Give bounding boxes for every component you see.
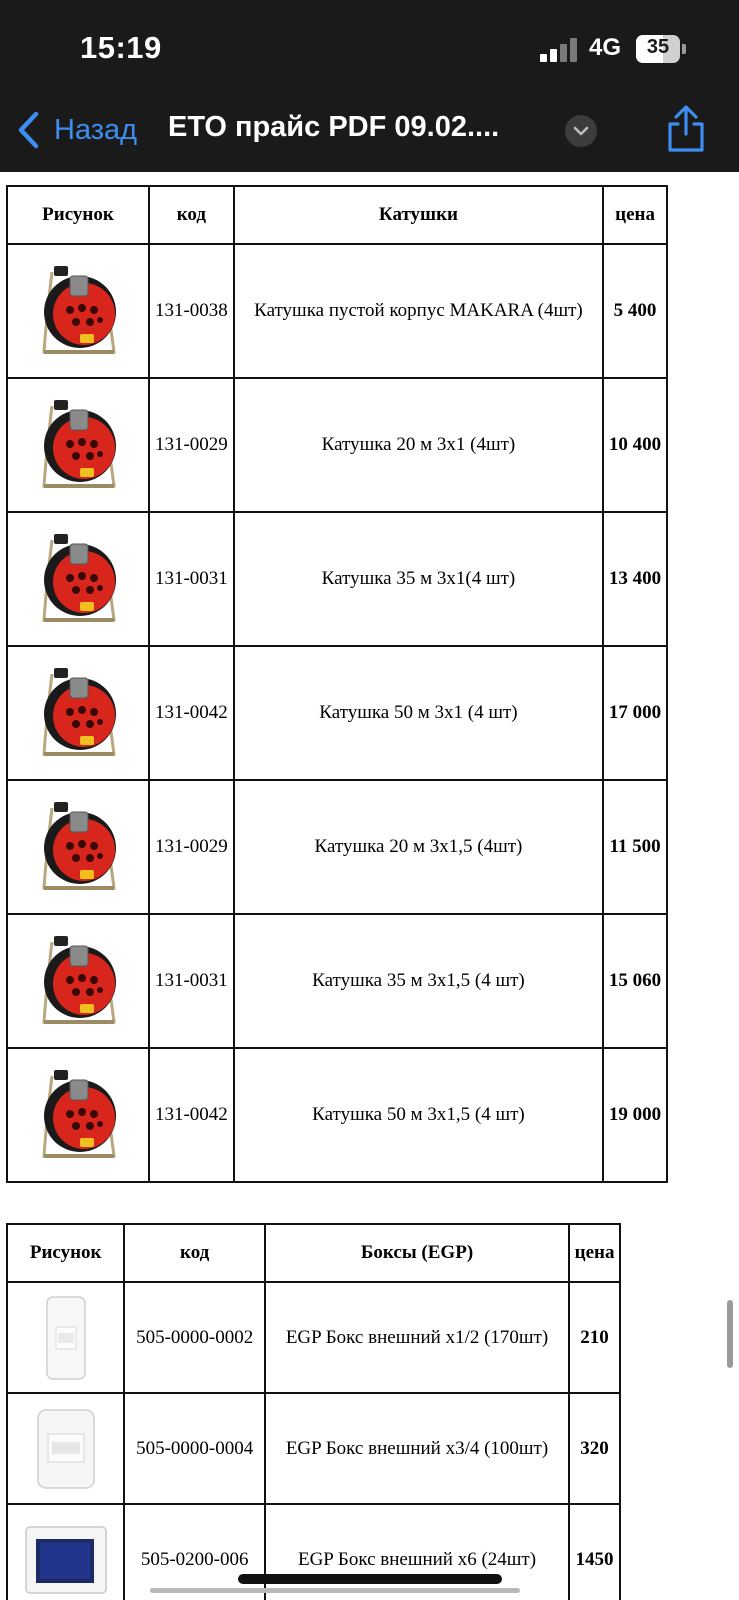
code-cell: 131-0038 <box>149 244 234 378</box>
picture-cell <box>7 1504 124 1600</box>
status-time: 15:19 <box>80 30 162 65</box>
back-button[interactable] <box>16 108 137 152</box>
price-cell: 320 <box>569 1393 620 1504</box>
cable-reel-image <box>10 1066 146 1164</box>
cable-reel-image <box>10 396 146 494</box>
header-price: цена <box>569 1224 620 1282</box>
title-menu-button[interactable] <box>565 115 597 147</box>
picture-cell <box>7 646 149 780</box>
header-picture: Рисунок <box>7 1224 124 1282</box>
top-bar <box>0 0 739 172</box>
name-cell: Катушка 20 м 3х1,5 (4шт) <box>234 780 603 914</box>
price-cell: 15 060 <box>603 914 667 1048</box>
picture-cell <box>7 378 149 512</box>
cable-reel-image <box>10 262 146 360</box>
picture-cell <box>7 244 149 378</box>
table-row <box>7 512 667 646</box>
header-name: Катушки <box>234 186 603 244</box>
cable-reel-image <box>10 530 146 628</box>
name-cell: EGP Бокс внешний х3/4 (100шт) <box>265 1393 569 1504</box>
document-title[interactable]: ЕТО прайс PDF 09.02.... <box>168 111 500 143</box>
home-indicator[interactable] <box>238 1574 502 1584</box>
name-cell: EGP Бокс внешний х1/2 (170шт) <box>265 1282 569 1393</box>
name-cell: Катушка пустой корпус MAKARA (4шт) <box>234 244 603 378</box>
battery-level: 35 <box>646 36 670 58</box>
price-cell: 210 <box>569 1282 620 1393</box>
wide-box-image <box>10 1523 121 1597</box>
code-cell: 131-0031 <box>149 512 234 646</box>
name-cell: Катушка 35 м 3х1,5 (4 шт) <box>234 914 603 1048</box>
code-cell: 131-0029 <box>149 378 234 512</box>
picture-cell <box>7 914 149 1048</box>
price-cell: 13 400 <box>603 512 667 646</box>
battery-icon <box>636 35 686 63</box>
small-box-image <box>10 1408 121 1490</box>
header-name: Боксы (EGP) <box>265 1224 569 1282</box>
picture-cell <box>7 1282 124 1393</box>
network-type: 4G <box>589 34 622 61</box>
price-cell: 10 400 <box>603 378 667 512</box>
table-row <box>7 378 667 512</box>
table-row <box>7 1393 620 1504</box>
cellular-signal-icon <box>540 38 578 62</box>
picture-cell <box>7 1393 124 1504</box>
name-cell: Катушка 20 м 3х1 (4шт) <box>234 378 603 512</box>
chevron-left-icon <box>16 110 40 150</box>
price-cell: 5 400 <box>603 244 667 378</box>
table-row <box>7 646 667 780</box>
table-row <box>7 914 667 1048</box>
header-price: цена <box>603 186 667 244</box>
horizontal-scroll-indicator[interactable] <box>150 1588 520 1593</box>
name-cell: Катушка 35 м 3х1(4 шт) <box>234 512 603 646</box>
boxes-table <box>6 1223 621 1600</box>
picture-cell <box>7 512 149 646</box>
table-row <box>7 244 667 378</box>
header-code: код <box>149 186 234 244</box>
price-cell: 17 000 <box>603 646 667 780</box>
price-cell: 1450 <box>569 1504 620 1600</box>
share-icon[interactable] <box>664 104 708 154</box>
picture-cell <box>7 780 149 914</box>
cable-reel-image <box>10 798 146 896</box>
chevron-down-icon <box>573 126 589 136</box>
table-header-row <box>7 186 667 244</box>
header-code: код <box>124 1224 265 1282</box>
table-row <box>7 1504 620 1600</box>
code-cell: 505-0200-006 <box>124 1504 265 1600</box>
table-row <box>7 1048 667 1182</box>
table-row <box>7 780 667 914</box>
name-cell: Катушка 50 м 3х1 (4 шт) <box>234 646 603 780</box>
table-header-row <box>7 1224 620 1282</box>
cable-reel-image <box>10 932 146 1030</box>
cable-reel-image <box>10 664 146 762</box>
reels-table <box>6 185 668 1183</box>
picture-cell <box>7 1048 149 1182</box>
price-cell: 11 500 <box>603 780 667 914</box>
code-cell: 131-0042 <box>149 1048 234 1182</box>
name-cell: EGP Бокс внешний х6 (24шт) <box>265 1504 569 1600</box>
header-picture: Рисунок <box>7 186 149 244</box>
code-cell: 131-0031 <box>149 914 234 1048</box>
price-cell: 19 000 <box>603 1048 667 1182</box>
vertical-scroll-indicator[interactable] <box>727 1300 733 1368</box>
code-cell: 131-0029 <box>149 780 234 914</box>
code-cell: 131-0042 <box>149 646 234 780</box>
code-cell: 505-0000-0002 <box>124 1282 265 1393</box>
table-row <box>7 1282 620 1393</box>
code-cell: 505-0000-0004 <box>124 1393 265 1504</box>
narrow-box-image <box>10 1295 121 1381</box>
back-label: Назад <box>54 113 138 146</box>
name-cell: Катушка 50 м 3х1,5 (4 шт) <box>234 1048 603 1182</box>
